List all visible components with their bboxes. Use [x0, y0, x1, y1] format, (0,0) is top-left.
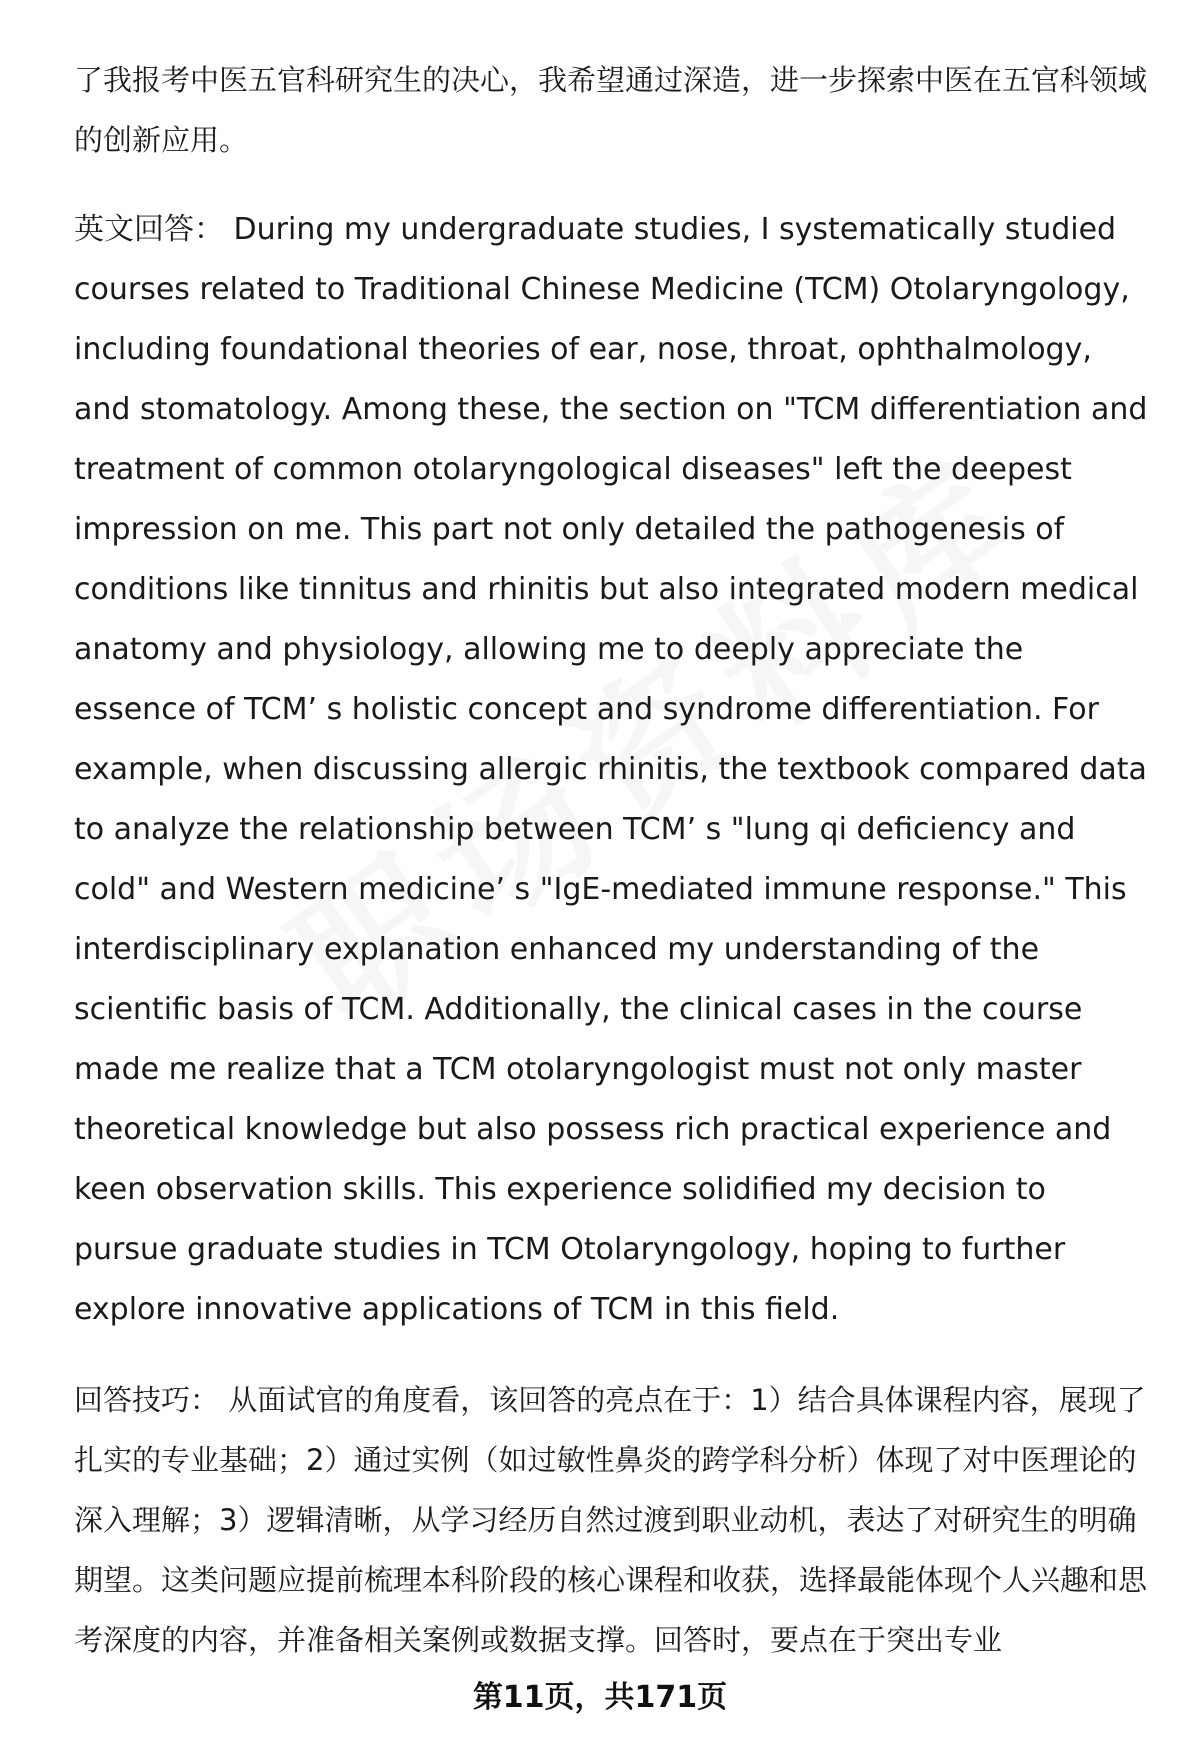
intro-paragraph: 了我报考中医五官科研究生的决心，我希望通过深造，进一步探索中医在五官科领域的创新应用。 [74, 63, 1148, 157]
paragraph-gap [74, 170, 1149, 200]
page-number-footer: 第11页，共171页 [472, 1680, 728, 1715]
paragraph-gap [74, 1340, 1149, 1370]
answer-tips-body: 从面试官的角度看，该回答的亮点在于：1）结合具体课程内容，展现了扎实的专业基础；2）通过实例（如过敏性鼻炎的跨学科分析）体现了对中医理论的深入理解；3）逻辑清晰，从学习经历自然过渡到职业动机，表达了对研究生的明确期望。这类问题应提前梳理本科阶段的核心课程和收获，选择最能体现个人兴趣和思考深度的内容，并准备相关案例或数据支撑。回答时，要点在于突出专业 [74, 1383, 1148, 1657]
answer-tips-paragraph [74, 1370, 1149, 1670]
english-answer-label: 英文回答： [74, 212, 224, 247]
main-content [74, 50, 1149, 1670]
answer-tips-label: 回答技巧： [74, 1383, 220, 1417]
english-answer-paragraph [74, 200, 1149, 1340]
english-answer-body: During my undergraduate studies, I systematically studied courses related to Traditional Chinese Medicine (TCM) Otolaryngology, including foundational theories of ear, nose, throat, ophthalmology, and stomatology. Among these, the section on "TCM differentiation and treatment of common otolaryngological diseases" left the deepest impression on me. This part not only detailed the pathogenesis of conditions like tinnitus and rhinitis but also integrated modern medical anatomy and physiology, allowing me to deeply appreciate the essence of TCM’ s holistic concept and syndrome differentiation. For example, when discussing allergic rhinitis, the textbook compared data to analyze the relationship between TCM’ s "lung qi deficiency and cold" and Western medicine’ s "IgE-mediated immune response." This interdisciplinary explanation enhanced my understanding of the scientific basis of TCM. Additionally, the clinical cases in the course made me realize that a TCM otolaryngologist must not only master theoretical knowledge but also possess rich practical experience and keen observation skills. This experience solidified my decision to pursue graduate studies in TCM Otolaryngology, hoping to further explore innovative applications of TCM in this field. [74, 212, 1148, 1327]
